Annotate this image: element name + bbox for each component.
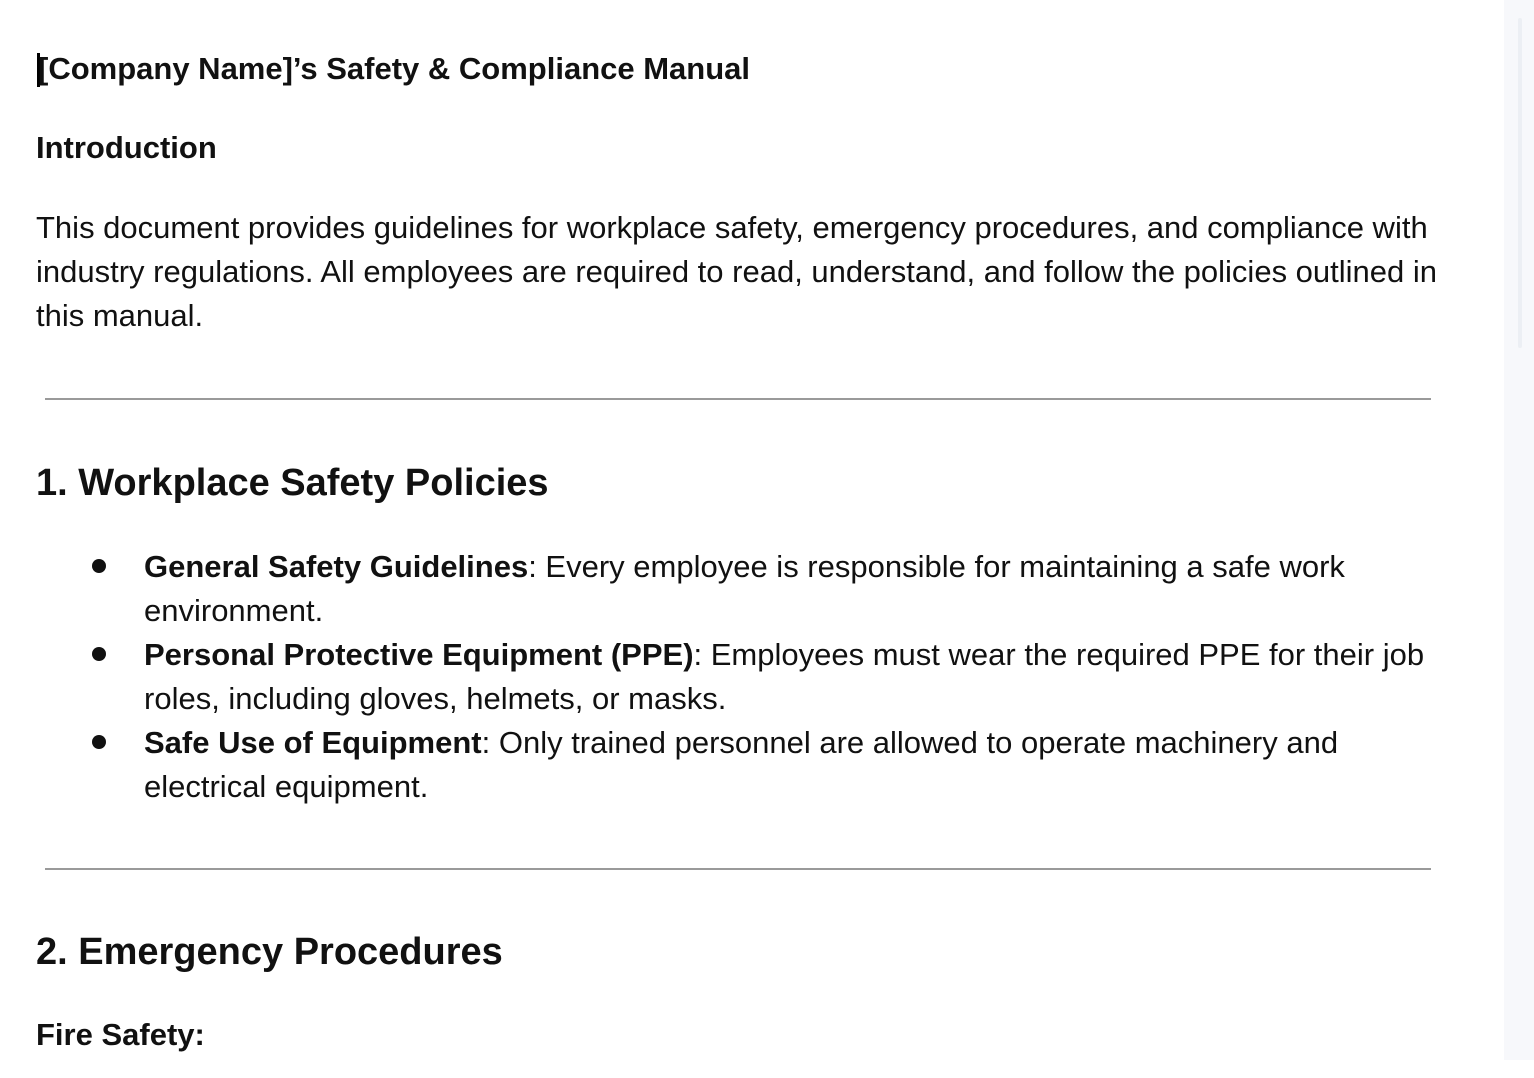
section-heading-emergency-procedures[interactable]: 2. Emergency Procedures bbox=[36, 931, 503, 973]
right-gutter bbox=[1504, 0, 1534, 1060]
list-item[interactable] bbox=[0, 633, 1490, 721]
introduction-paragraph[interactable]: This document provides guidelines for workplace safety, emergency procedures, and compliance with industry regulations. All employees are required to read, understand, and follow the policies outlined in this manual. bbox=[36, 210, 1438, 333]
bullet-icon bbox=[92, 735, 106, 749]
section-heading-workplace-safety[interactable]: 1. Workplace Safety Policies bbox=[36, 462, 549, 504]
list-item-term: Safe Use of Equipment bbox=[144, 725, 482, 760]
horizontal-divider bbox=[45, 868, 1431, 870]
list-item-text: : Every employee is responsible for maintaining a safe work environment. bbox=[144, 549, 1345, 628]
horizontal-divider bbox=[45, 398, 1431, 400]
fire-safety-heading[interactable]: Fire Safety: bbox=[36, 1017, 205, 1052]
bullet-icon bbox=[92, 647, 106, 661]
list-item-term: Personal Protective Equipment (PPE) bbox=[144, 637, 694, 672]
vertical-scrollbar[interactable] bbox=[1518, 18, 1522, 348]
list-item[interactable] bbox=[0, 545, 1490, 633]
list-item-text: : Only trained personnel are allowed to operate machinery and electrical equipment. bbox=[144, 725, 1339, 804]
list-item[interactable] bbox=[0, 721, 1490, 809]
document-title[interactable]: [Company Name]’s Safety & Compliance Manual bbox=[38, 51, 751, 86]
bullet-icon bbox=[92, 559, 106, 573]
safety-policy-list bbox=[0, 545, 1490, 809]
list-item-text: : Employees must wear the required PPE for their job roles, including gloves, helmets, or masks. bbox=[144, 637, 1425, 716]
introduction-heading[interactable]: Introduction bbox=[36, 130, 217, 165]
list-item-term: General Safety Guidelines bbox=[144, 549, 529, 584]
